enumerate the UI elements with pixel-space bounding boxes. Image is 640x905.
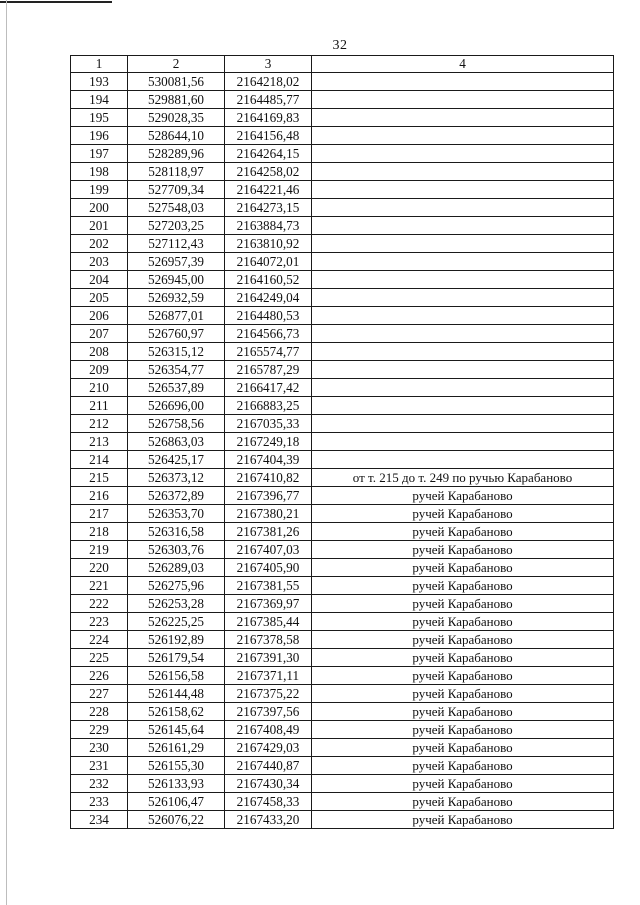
- x-coordinate-cell: 526303,76: [128, 541, 225, 559]
- description-cell: [312, 217, 614, 235]
- description-cell: ручей Карабаново: [312, 631, 614, 649]
- description-cell: ручей Карабаново: [312, 793, 614, 811]
- description-cell: [312, 127, 614, 145]
- x-coordinate-cell: 526225,25: [128, 613, 225, 631]
- coordinates-table: [70, 55, 614, 829]
- point-number-cell: 194: [71, 91, 128, 109]
- y-coordinate-cell: 2164258,02: [225, 163, 312, 181]
- y-coordinate-cell: 2167378,58: [225, 631, 312, 649]
- x-coordinate-cell: 526158,62: [128, 703, 225, 721]
- description-cell: [312, 181, 614, 199]
- y-coordinate-cell: 2167407,03: [225, 541, 312, 559]
- table-row: [71, 703, 614, 721]
- x-coordinate-cell: 526156,58: [128, 667, 225, 685]
- x-coordinate-cell: 526192,89: [128, 631, 225, 649]
- point-number-cell: 211: [71, 397, 128, 415]
- table-row: [71, 397, 614, 415]
- x-coordinate-cell: 526106,47: [128, 793, 225, 811]
- table-row: [71, 811, 614, 829]
- table-row: [71, 469, 614, 487]
- table-row: [71, 757, 614, 775]
- x-coordinate-cell: 528644,10: [128, 127, 225, 145]
- y-coordinate-cell: 2167429,03: [225, 739, 312, 757]
- x-coordinate-cell: 526316,58: [128, 523, 225, 541]
- table-row: [71, 415, 614, 433]
- x-coordinate-cell: 526076,22: [128, 811, 225, 829]
- description-cell: ручей Карабаново: [312, 541, 614, 559]
- point-number-cell: 209: [71, 361, 128, 379]
- x-coordinate-cell: 526315,12: [128, 343, 225, 361]
- y-coordinate-cell: 2167371,11: [225, 667, 312, 685]
- description-cell: ручей Карабаново: [312, 523, 614, 541]
- x-coordinate-cell: 528118,97: [128, 163, 225, 181]
- point-number-cell: 205: [71, 289, 128, 307]
- x-coordinate-cell: 529881,60: [128, 91, 225, 109]
- x-coordinate-cell: 526275,96: [128, 577, 225, 595]
- table-row: [71, 631, 614, 649]
- x-coordinate-cell: 526161,29: [128, 739, 225, 757]
- point-number-cell: 206: [71, 307, 128, 325]
- y-coordinate-cell: 2167397,56: [225, 703, 312, 721]
- x-coordinate-cell: 526144,48: [128, 685, 225, 703]
- y-coordinate-cell: 2167440,87: [225, 757, 312, 775]
- x-coordinate-cell: 526877,01: [128, 307, 225, 325]
- x-coordinate-cell: 526133,93: [128, 775, 225, 793]
- table-row: [71, 235, 614, 253]
- description-cell: ручей Карабаново: [312, 721, 614, 739]
- scan-margin-line: [6, 0, 7, 905]
- table-row: [71, 685, 614, 703]
- table-row: [71, 523, 614, 541]
- x-coordinate-cell: 526373,12: [128, 469, 225, 487]
- y-coordinate-cell: 2167249,18: [225, 433, 312, 451]
- y-coordinate-cell: 2164566,73: [225, 325, 312, 343]
- description-cell: ручей Карабаново: [312, 559, 614, 577]
- y-coordinate-cell: 2167391,30: [225, 649, 312, 667]
- y-coordinate-cell: 2167369,97: [225, 595, 312, 613]
- table-row: [71, 541, 614, 559]
- y-coordinate-cell: 2163884,73: [225, 217, 312, 235]
- table-row: [71, 307, 614, 325]
- y-coordinate-cell: 2167381,55: [225, 577, 312, 595]
- x-coordinate-cell: 527203,25: [128, 217, 225, 235]
- x-coordinate-cell: 526932,59: [128, 289, 225, 307]
- y-coordinate-cell: 2167405,90: [225, 559, 312, 577]
- description-cell: [312, 397, 614, 415]
- y-coordinate-cell: 2164273,15: [225, 199, 312, 217]
- table-row: [71, 271, 614, 289]
- table-row: [71, 73, 614, 91]
- description-cell: [312, 307, 614, 325]
- table-row: [71, 793, 614, 811]
- y-coordinate-cell: 2167458,33: [225, 793, 312, 811]
- point-number-cell: 228: [71, 703, 128, 721]
- x-coordinate-cell: 526353,70: [128, 505, 225, 523]
- point-number-cell: 201: [71, 217, 128, 235]
- point-number-cell: 221: [71, 577, 128, 595]
- y-coordinate-cell: 2164249,04: [225, 289, 312, 307]
- column-header-description: 4: [312, 56, 614, 73]
- point-number-cell: 203: [71, 253, 128, 271]
- y-coordinate-cell: 2166417,42: [225, 379, 312, 397]
- description-cell: ручей Карабаново: [312, 649, 614, 667]
- table-row: [71, 181, 614, 199]
- description-cell: [312, 199, 614, 217]
- description-cell: ручей Карабаново: [312, 811, 614, 829]
- y-coordinate-cell: 2167430,34: [225, 775, 312, 793]
- description-cell: [312, 163, 614, 181]
- y-coordinate-cell: 2165574,77: [225, 343, 312, 361]
- table-row: [71, 775, 614, 793]
- y-coordinate-cell: 2164480,53: [225, 307, 312, 325]
- table-row: [71, 667, 614, 685]
- table-row: [71, 739, 614, 757]
- x-coordinate-cell: 527112,43: [128, 235, 225, 253]
- column-header-x: 2: [128, 56, 225, 73]
- table-row: [71, 127, 614, 145]
- description-cell: [312, 433, 614, 451]
- point-number-cell: 216: [71, 487, 128, 505]
- point-number-cell: 229: [71, 721, 128, 739]
- description-cell: ручей Карабаново: [312, 739, 614, 757]
- point-number-cell: 227: [71, 685, 128, 703]
- description-cell: [312, 379, 614, 397]
- table-row: [71, 343, 614, 361]
- point-number-cell: 213: [71, 433, 128, 451]
- x-coordinate-cell: 526372,89: [128, 487, 225, 505]
- table-body: [71, 73, 614, 829]
- y-coordinate-cell: 2167375,22: [225, 685, 312, 703]
- point-number-cell: 196: [71, 127, 128, 145]
- point-number-cell: 207: [71, 325, 128, 343]
- description-cell: [312, 451, 614, 469]
- y-coordinate-cell: 2167410,82: [225, 469, 312, 487]
- y-coordinate-cell: 2167433,20: [225, 811, 312, 829]
- point-number-cell: 202: [71, 235, 128, 253]
- point-number-cell: 199: [71, 181, 128, 199]
- y-coordinate-cell: 2164169,83: [225, 109, 312, 127]
- point-number-cell: 223: [71, 613, 128, 631]
- point-number-cell: 198: [71, 163, 128, 181]
- description-cell: [312, 361, 614, 379]
- table-row: [71, 595, 614, 613]
- description-cell: [312, 91, 614, 109]
- x-coordinate-cell: 528289,96: [128, 145, 225, 163]
- description-cell: ручей Карабаново: [312, 703, 614, 721]
- table-row: [71, 559, 614, 577]
- x-coordinate-cell: 526155,30: [128, 757, 225, 775]
- y-coordinate-cell: 2167408,49: [225, 721, 312, 739]
- x-coordinate-cell: 530081,56: [128, 73, 225, 91]
- point-number-cell: 232: [71, 775, 128, 793]
- y-coordinate-cell: 2164264,15: [225, 145, 312, 163]
- y-coordinate-cell: 2164485,77: [225, 91, 312, 109]
- x-coordinate-cell: 526758,56: [128, 415, 225, 433]
- point-number-cell: 233: [71, 793, 128, 811]
- x-coordinate-cell: 529028,35: [128, 109, 225, 127]
- description-cell: ручей Карабаново: [312, 757, 614, 775]
- point-number-cell: 193: [71, 73, 128, 91]
- point-number-cell: 225: [71, 649, 128, 667]
- table-row: [71, 217, 614, 235]
- description-cell: ручей Карабаново: [312, 613, 614, 631]
- table-row: [71, 163, 614, 181]
- table-header-row: [71, 56, 614, 73]
- x-coordinate-cell: 527548,03: [128, 199, 225, 217]
- x-coordinate-cell: 527709,34: [128, 181, 225, 199]
- y-coordinate-cell: 2167396,77: [225, 487, 312, 505]
- point-number-cell: 222: [71, 595, 128, 613]
- y-coordinate-cell: 2167381,26: [225, 523, 312, 541]
- table-row: [71, 649, 614, 667]
- x-coordinate-cell: 526425,17: [128, 451, 225, 469]
- y-coordinate-cell: 2165787,29: [225, 361, 312, 379]
- description-cell: ручей Карабаново: [312, 685, 614, 703]
- x-coordinate-cell: 526253,28: [128, 595, 225, 613]
- y-coordinate-cell: 2164160,52: [225, 271, 312, 289]
- point-number-cell: 226: [71, 667, 128, 685]
- point-number-cell: 217: [71, 505, 128, 523]
- x-coordinate-cell: 526289,03: [128, 559, 225, 577]
- x-coordinate-cell: 526354,77: [128, 361, 225, 379]
- table-row: [71, 505, 614, 523]
- description-cell: ручей Карабаново: [312, 595, 614, 613]
- table-row: [71, 577, 614, 595]
- point-number-cell: 218: [71, 523, 128, 541]
- point-number-cell: 224: [71, 631, 128, 649]
- x-coordinate-cell: 526696,00: [128, 397, 225, 415]
- x-coordinate-cell: 526945,00: [128, 271, 225, 289]
- point-number-cell: 215: [71, 469, 128, 487]
- x-coordinate-cell: 526179,54: [128, 649, 225, 667]
- y-coordinate-cell: 2166883,25: [225, 397, 312, 415]
- table-row: [71, 199, 614, 217]
- point-number-cell: 231: [71, 757, 128, 775]
- point-number-cell: 234: [71, 811, 128, 829]
- x-coordinate-cell: 526145,64: [128, 721, 225, 739]
- point-number-cell: 210: [71, 379, 128, 397]
- table-row: [71, 379, 614, 397]
- scan-edge-mark: [0, 1, 112, 3]
- description-cell: от т. 215 до т. 249 по ручью Карабаново: [312, 469, 614, 487]
- column-header-point: 1: [71, 56, 128, 73]
- y-coordinate-cell: 2167385,44: [225, 613, 312, 631]
- table-row: [71, 253, 614, 271]
- y-coordinate-cell: 2167380,21: [225, 505, 312, 523]
- table-row: [71, 721, 614, 739]
- y-coordinate-cell: 2164218,02: [225, 73, 312, 91]
- table-row: [71, 613, 614, 631]
- table-row: [71, 361, 614, 379]
- description-cell: [312, 271, 614, 289]
- point-number-cell: 219: [71, 541, 128, 559]
- description-cell: [312, 415, 614, 433]
- y-coordinate-cell: 2164072,01: [225, 253, 312, 271]
- y-coordinate-cell: 2167404,39: [225, 451, 312, 469]
- table-row: [71, 451, 614, 469]
- description-cell: ручей Карабаново: [312, 505, 614, 523]
- description-cell: [312, 235, 614, 253]
- point-number-cell: 212: [71, 415, 128, 433]
- point-number-cell: 204: [71, 271, 128, 289]
- description-cell: ручей Карабаново: [312, 667, 614, 685]
- description-cell: [312, 325, 614, 343]
- description-cell: [312, 109, 614, 127]
- table-row: [71, 109, 614, 127]
- description-cell: [312, 73, 614, 91]
- description-cell: ручей Карабаново: [312, 577, 614, 595]
- description-cell: [312, 253, 614, 271]
- description-cell: ручей Карабаново: [312, 487, 614, 505]
- description-cell: ручей Карабаново: [312, 775, 614, 793]
- x-coordinate-cell: 526760,97: [128, 325, 225, 343]
- y-coordinate-cell: 2167035,33: [225, 415, 312, 433]
- y-coordinate-cell: 2163810,92: [225, 235, 312, 253]
- table-row: [71, 91, 614, 109]
- table-row: [71, 487, 614, 505]
- description-cell: [312, 145, 614, 163]
- point-number-cell: 230: [71, 739, 128, 757]
- x-coordinate-cell: 526957,39: [128, 253, 225, 271]
- point-number-cell: 197: [71, 145, 128, 163]
- point-number-cell: 195: [71, 109, 128, 127]
- point-number-cell: 214: [71, 451, 128, 469]
- x-coordinate-cell: 526537,89: [128, 379, 225, 397]
- table-row: [71, 325, 614, 343]
- point-number-cell: 200: [71, 199, 128, 217]
- point-number-cell: 208: [71, 343, 128, 361]
- table-row: [71, 145, 614, 163]
- point-number-cell: 220: [71, 559, 128, 577]
- table-row: [71, 433, 614, 451]
- y-coordinate-cell: 2164221,46: [225, 181, 312, 199]
- description-cell: [312, 289, 614, 307]
- table-row: [71, 289, 614, 307]
- description-cell: [312, 343, 614, 361]
- page-number: 32: [332, 38, 348, 53]
- x-coordinate-cell: 526863,03: [128, 433, 225, 451]
- y-coordinate-cell: 2164156,48: [225, 127, 312, 145]
- column-header-y: 3: [225, 56, 312, 73]
